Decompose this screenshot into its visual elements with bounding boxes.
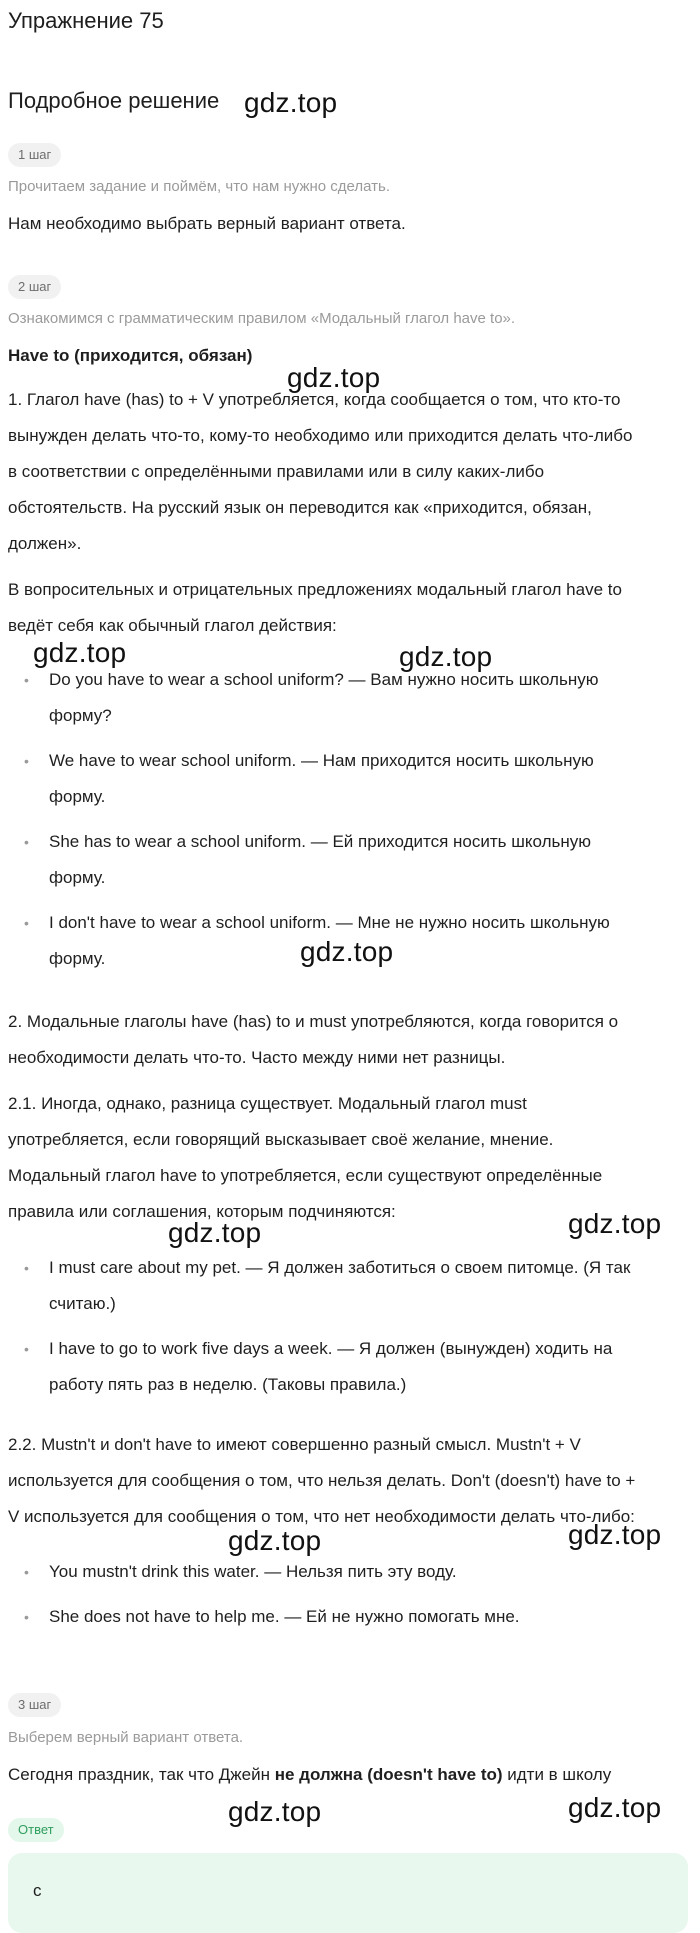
step-chip-1: 1 шаг bbox=[8, 143, 61, 167]
bullet-marker: • bbox=[24, 1564, 29, 1580]
example-item bbox=[49, 743, 679, 815]
text-line: вынужден делать что-то, кому-то необходимо или приходится делать что-либо bbox=[8, 426, 633, 445]
text-line: форму? bbox=[49, 706, 112, 725]
bullet-marker: • bbox=[24, 753, 29, 769]
watermark: gdz.top bbox=[300, 936, 394, 967]
section-subtitle: Подробное решение bbox=[8, 88, 220, 113]
text-line: употребляется, если говорящий высказывает своё желание, мнение. bbox=[8, 1130, 554, 1149]
conclusion-highlight: не должна (doesn't have to) bbox=[274, 1765, 503, 1784]
text-line: 2. Модальные глаголы have (has) to и must употребляются, когда говорится о bbox=[8, 1012, 619, 1031]
conclusion-text: идти в школу bbox=[502, 1765, 612, 1784]
step1-text: Нам необходимо выбрать верный вариант ответа. bbox=[8, 214, 406, 233]
watermark: gdz.top bbox=[228, 1796, 322, 1827]
example-item bbox=[49, 1250, 679, 1322]
text-line: В вопросительных и отрицательных предложениях модальный глагол have to bbox=[8, 580, 622, 599]
text-line: 2.2. Mustn't и don't have to имеют совершенно разный смысл. Mustn't + V bbox=[8, 1435, 581, 1454]
watermark: gdz.top bbox=[568, 1519, 662, 1550]
text-line: She has to wear a school uniform. — Ей приходится носить школьную bbox=[49, 832, 591, 851]
watermark: gdz.top bbox=[33, 637, 127, 668]
text-line: I have to go to work five days a week. — Я должен (вынужден) ходить на bbox=[49, 1339, 613, 1358]
bullet-marker: • bbox=[24, 1341, 29, 1357]
step3-conclusion bbox=[8, 1757, 611, 1793]
example-item bbox=[49, 824, 679, 896]
text-line: работу пять раз в неделю. (Таковы правила.) bbox=[49, 1375, 407, 1394]
example-item bbox=[49, 1331, 679, 1403]
page-title: Упражнение 75 bbox=[8, 8, 164, 33]
bullet-marker: • bbox=[24, 672, 29, 688]
text-line: We have to wear school uniform. — Нам приходится носить школьную bbox=[49, 751, 594, 770]
text-line: ведёт себя как обычный глагол действия: bbox=[8, 616, 337, 635]
text-line: You mustn't drink this water. — Нельзя пить эту воду. bbox=[49, 1562, 457, 1581]
answer-chip: Ответ bbox=[8, 1818, 64, 1842]
watermark: gdz.top bbox=[568, 1792, 662, 1823]
text-line: Do you have to wear a school uniform? — Вам нужно носить школьную bbox=[49, 670, 599, 689]
example-item bbox=[49, 1599, 679, 1635]
text-line: Модальный глагол have to употребляется, если существуют определённые bbox=[8, 1166, 603, 1185]
text-line: I don't have to wear a school uniform. — Мне не нужно носить школьную bbox=[49, 913, 610, 932]
watermark: gdz.top bbox=[168, 1217, 262, 1248]
text-line: She does not have to help me. — Ей не нужно помогать мне. bbox=[49, 1607, 520, 1626]
bullet-marker: • bbox=[24, 1260, 29, 1276]
bullet-marker: • bbox=[24, 834, 29, 850]
text-line: 2.1. Иногда, однако, разница существует. Модальный глагол must bbox=[8, 1094, 527, 1113]
bullet-marker: • bbox=[24, 915, 29, 931]
step3-instruction: Выберем верный вариант ответа. bbox=[8, 1729, 244, 1746]
text-line: необходимости делать что-то. Часто между ними нет разницы. bbox=[8, 1048, 506, 1067]
watermark: gdz.top bbox=[287, 362, 381, 393]
text-line: считаю.) bbox=[49, 1294, 116, 1313]
text-line: I must care about my pet. — Я должен заботиться о своем питомце. (Я так bbox=[49, 1258, 631, 1277]
example-item bbox=[49, 1554, 679, 1590]
example-item bbox=[49, 662, 679, 734]
text-line: форму. bbox=[49, 868, 106, 887]
answer-box bbox=[8, 1853, 688, 1933]
text-line: правила или соглашения, которым подчиняются: bbox=[8, 1202, 396, 1221]
rule-heading: Have to (приходится, обязан) bbox=[8, 346, 253, 365]
text-line: форму. bbox=[49, 949, 106, 968]
step-chip-3: 3 шаг bbox=[8, 1693, 61, 1717]
rule-paragraph-1 bbox=[8, 382, 688, 562]
step-chip-2: 2 шаг bbox=[8, 275, 61, 299]
rule-paragraph-2 bbox=[8, 572, 688, 644]
text-line: обстоятельств. На русский язык он переводится как «приходится, обязан, bbox=[8, 498, 592, 517]
text-line: форму. bbox=[49, 787, 106, 806]
text-line: V используется для сообщения о том, что нет необходимости делать что-либо: bbox=[8, 1507, 635, 1526]
watermark: gdz.top bbox=[399, 641, 493, 672]
answer-value: c bbox=[33, 1881, 42, 1900]
bullet-marker: • bbox=[24, 1609, 29, 1625]
watermark: gdz.top bbox=[228, 1525, 322, 1556]
text-line: 1. Глагол have (has) to + V употребляется, когда сообщается о том, что кто-то bbox=[8, 390, 621, 409]
step2-instruction: Ознакомимся с грамматическим правилом «Модальный глагол have to». bbox=[8, 310, 516, 327]
text-line: должен». bbox=[8, 534, 82, 553]
watermark: gdz.top bbox=[244, 87, 338, 118]
step1-instruction: Прочитаем задание и поймём, что нам нужно сделать. bbox=[8, 178, 391, 195]
conclusion-text: Сегодня праздник, так что Джейн bbox=[8, 1765, 275, 1784]
text-line: в соответствии с определёнными правилами или в силу каких-либо bbox=[8, 462, 545, 481]
rule-paragraph-3 bbox=[8, 1004, 688, 1076]
watermark: gdz.top bbox=[568, 1208, 662, 1239]
text-line: используется для сообщения о том, что нельзя делать. Don't (doesn't) have to + bbox=[8, 1471, 636, 1490]
